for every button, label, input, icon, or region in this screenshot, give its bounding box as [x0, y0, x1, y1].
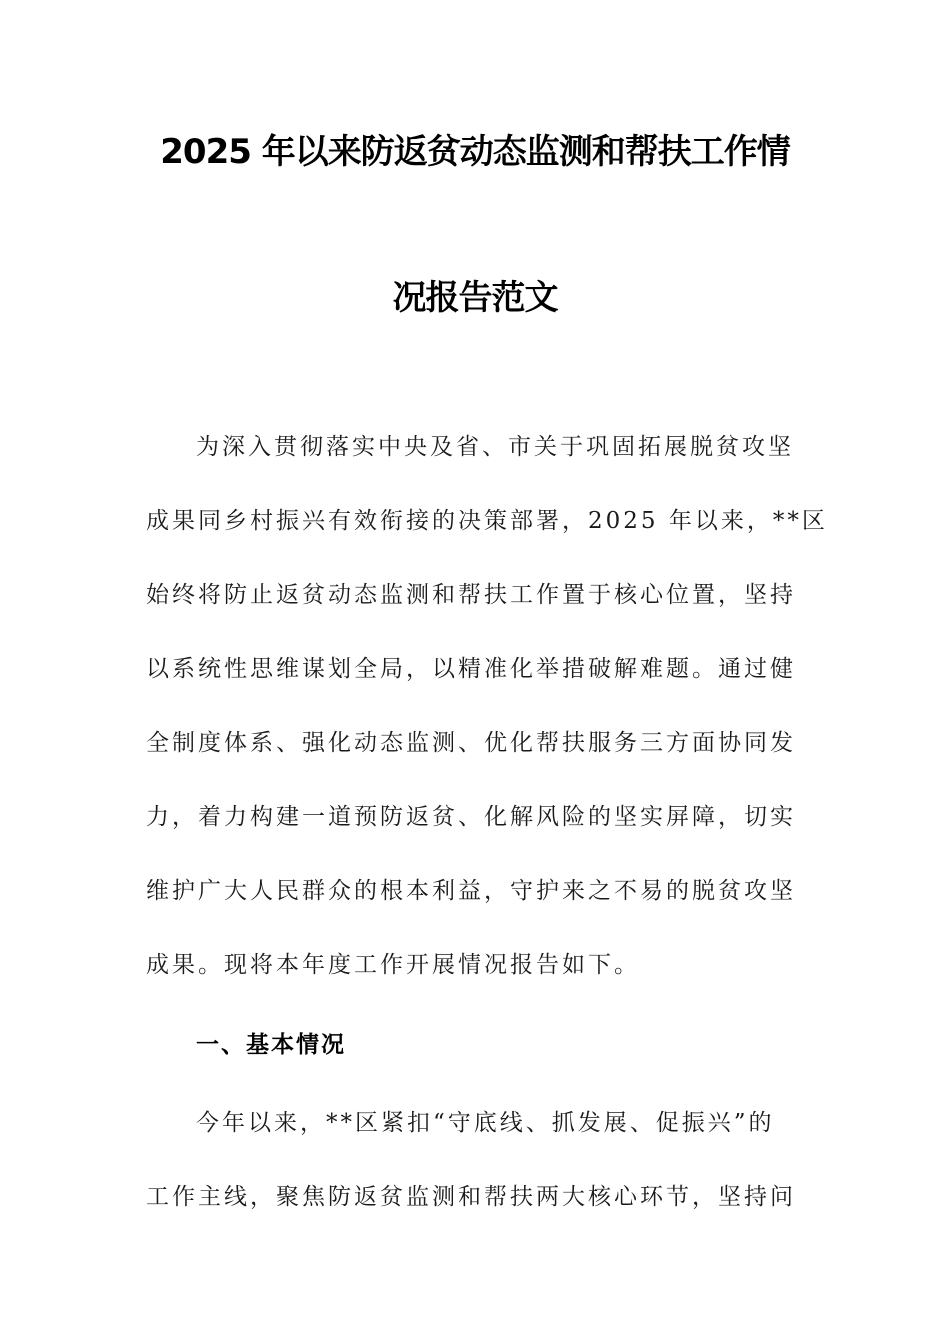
intro-line-8: 成果。现将本年度工作开展情况报告如下。	[146, 952, 640, 978]
document-title-line-2: 况报告范文	[392, 278, 558, 318]
document-title-line-1: 2025 年以来防返贫动态监测和帮扶工作情	[160, 132, 790, 172]
intro-line-6: 力，着力构建一道预防返贫、化解风险的坚实屏障，切实	[146, 804, 796, 830]
section1-line-2: 工作主线，聚焦防返贫监测和帮扶两大核心环节，坚持问	[146, 1184, 796, 1210]
intro-line-5: 全制度体系、强化动态监测、优化帮扶服务三方面协同发	[146, 730, 796, 756]
intro-line-4: 以系统性思维谋划全局，以精准化举措破解难题。通过健	[146, 656, 796, 682]
intro-line-2: 成果同乡村振兴有效衔接的决策部署，2025 年以来，**区	[146, 508, 828, 534]
section1-line-1: 今年以来，**区紧扣“守底线、抓发展、促振兴”的	[196, 1110, 775, 1136]
intro-line-1: 为深入贯彻落实中央及省、市关于巩固拓展脱贫攻坚	[196, 434, 794, 460]
section-heading-basic-situation: 一、基本情况	[196, 1032, 346, 1058]
intro-line-7: 维护广大人民群众的根本利益，守护来之不易的脱贫攻坚	[146, 878, 796, 904]
intro-line-3: 始终将防止返贫动态监测和帮扶工作置于核心位置，坚持	[146, 582, 796, 608]
